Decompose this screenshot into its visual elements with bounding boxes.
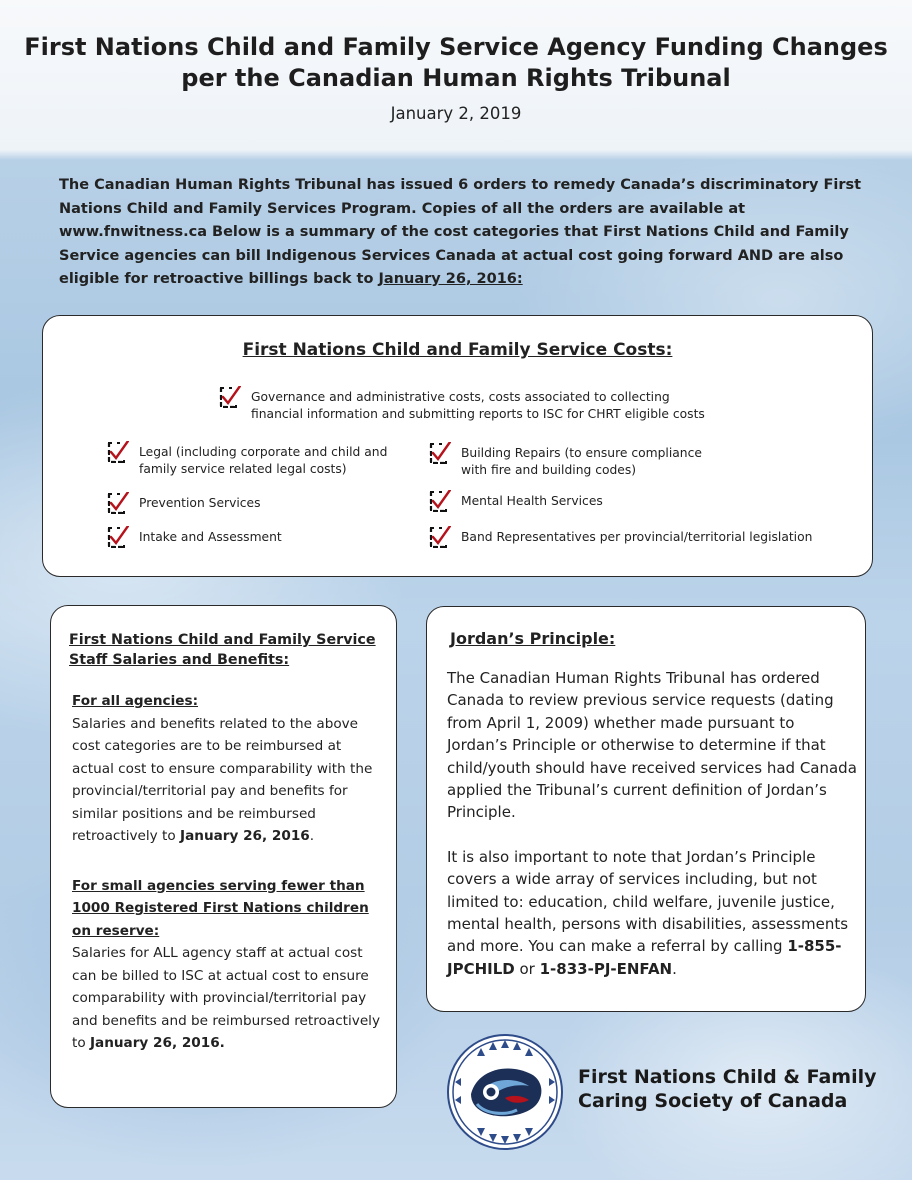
intro-paragraph — [59, 174, 879, 292]
cost-item-intake — [107, 529, 282, 548]
org-name-line-1: First Nations Child & Family — [578, 1066, 877, 1088]
small-agencies-text: Salaries for ALL agency staff at actual cost can be billed to ISC at actual cost to ensure comparability with provincial/territorial pay and benefits and be reimbursed retroactively to January 26, 2016. — [72, 945, 381, 1051]
cost-item-label: Building Repairs (to ensure compliance with fire and building codes) — [461, 446, 702, 477]
checked-box-icon — [429, 526, 451, 548]
intro-date: January 26, 2016: — [378, 271, 523, 287]
publication-date: January 2, 2019 — [390, 104, 522, 123]
cost-item-band — [429, 529, 812, 548]
cost-item-legal — [107, 444, 387, 477]
cost-item-label: Governance and administrative costs, costs associated to collecting financial information and submitting reports to ISC for CHRT eligible costs — [251, 390, 705, 421]
jordan-paragraph-1: The Canadian Human Rights Tribunal has ordered Canada to review previous service requests (dating from April 1, 2009) whether made pursuant to Jordan’s Principle or otherwise to determine if that child/youth should have received services had Canada applied the Tribunal’s current definition of Jordan’s Principle. — [447, 669, 857, 822]
cost-item-governance — [219, 389, 705, 422]
cost-item-label: Prevention Services — [139, 496, 261, 510]
title-line-2: per the Canadian Human Rights Tribunal — [181, 64, 731, 92]
cost-item-label: Band Representatives per provincial/territorial legislation — [461, 530, 813, 544]
staff-title: First Nations Child and Family Service Staff Salaries and Benefits: — [69, 632, 376, 668]
checked-box-icon — [107, 492, 129, 514]
checked-box-icon — [429, 442, 451, 464]
title-line-1: First Nations Child and Family Service Agency Funding Changes — [24, 33, 888, 61]
cost-item-mental-health — [429, 493, 603, 512]
staff-body — [72, 690, 387, 1055]
staff-salaries-box — [50, 605, 397, 1108]
page-title — [20, 32, 892, 94]
cost-item-label: Legal (including corporate and child and family service related legal costs) — [139, 445, 388, 476]
jordan-title: Jordan’s Principle: — [450, 629, 616, 648]
cost-item-label: Mental Health Services — [461, 494, 603, 508]
small-agencies-date: January 26, 2016. — [89, 1035, 225, 1051]
all-agencies-heading: For all agencies: — [72, 693, 199, 709]
costs-box — [42, 315, 873, 577]
small-agencies-heading: For small agencies serving fewer than 1000 Registered First Nations children on reserve: — [72, 877, 369, 939]
cost-item-prevention — [107, 495, 261, 514]
jordan-paragraph-2: It is also important to note that Jordan’s Principle covers a wide array of services including, but not limited to: education, child welfare, juvenile justice, mental health, persons with disabilities, assessments and more. You can make a referral by calling 1-855-JPCHILD or 1-833-PJ-ENFAN. — [447, 847, 849, 978]
caring-society-logo — [447, 1034, 563, 1150]
checked-box-icon — [219, 386, 241, 408]
checked-box-icon — [107, 441, 129, 463]
cost-item-label: Intake and Assessment — [139, 530, 282, 544]
intro-text: The Canadian Human Rights Tribunal has issued 6 orders to remedy Canada’s discriminatory First Nations Child and Family Services Program. Copies of all the orders are available at www.fnwitness.ca Below is a summary of the cost categories that First Nations Child and Family Service agencies can bill Indigenous Services Canada at actual cost going forward AND are also eligible for retroactive billings back to — [59, 177, 862, 287]
jordan-body — [447, 667, 857, 980]
header — [0, 0, 912, 155]
costs-title: First Nations Child and Family Service Costs: — [242, 340, 673, 360]
jordans-principle-box — [426, 606, 866, 1012]
jpchild-phone[interactable]: 1-855-JPCHILD — [447, 937, 842, 978]
all-agencies-text: Salaries and benefits related to the above cost categories are to be reimbursed at actual cost to ensure comparability with the provincial/territorial pay and benefits for similar positions and be reimbursed retroactively to January 26, 2016. — [72, 715, 373, 844]
cost-item-building — [429, 445, 702, 478]
all-agencies-date: January 26, 2016 — [180, 828, 310, 844]
checked-box-icon — [107, 526, 129, 548]
org-name-line-2: Caring Society of Canada — [578, 1090, 848, 1112]
organization-name — [578, 1065, 876, 1113]
pj-enfan-phone[interactable]: 1-833-PJ-ENFAN — [539, 959, 673, 978]
checked-box-icon — [429, 490, 451, 512]
